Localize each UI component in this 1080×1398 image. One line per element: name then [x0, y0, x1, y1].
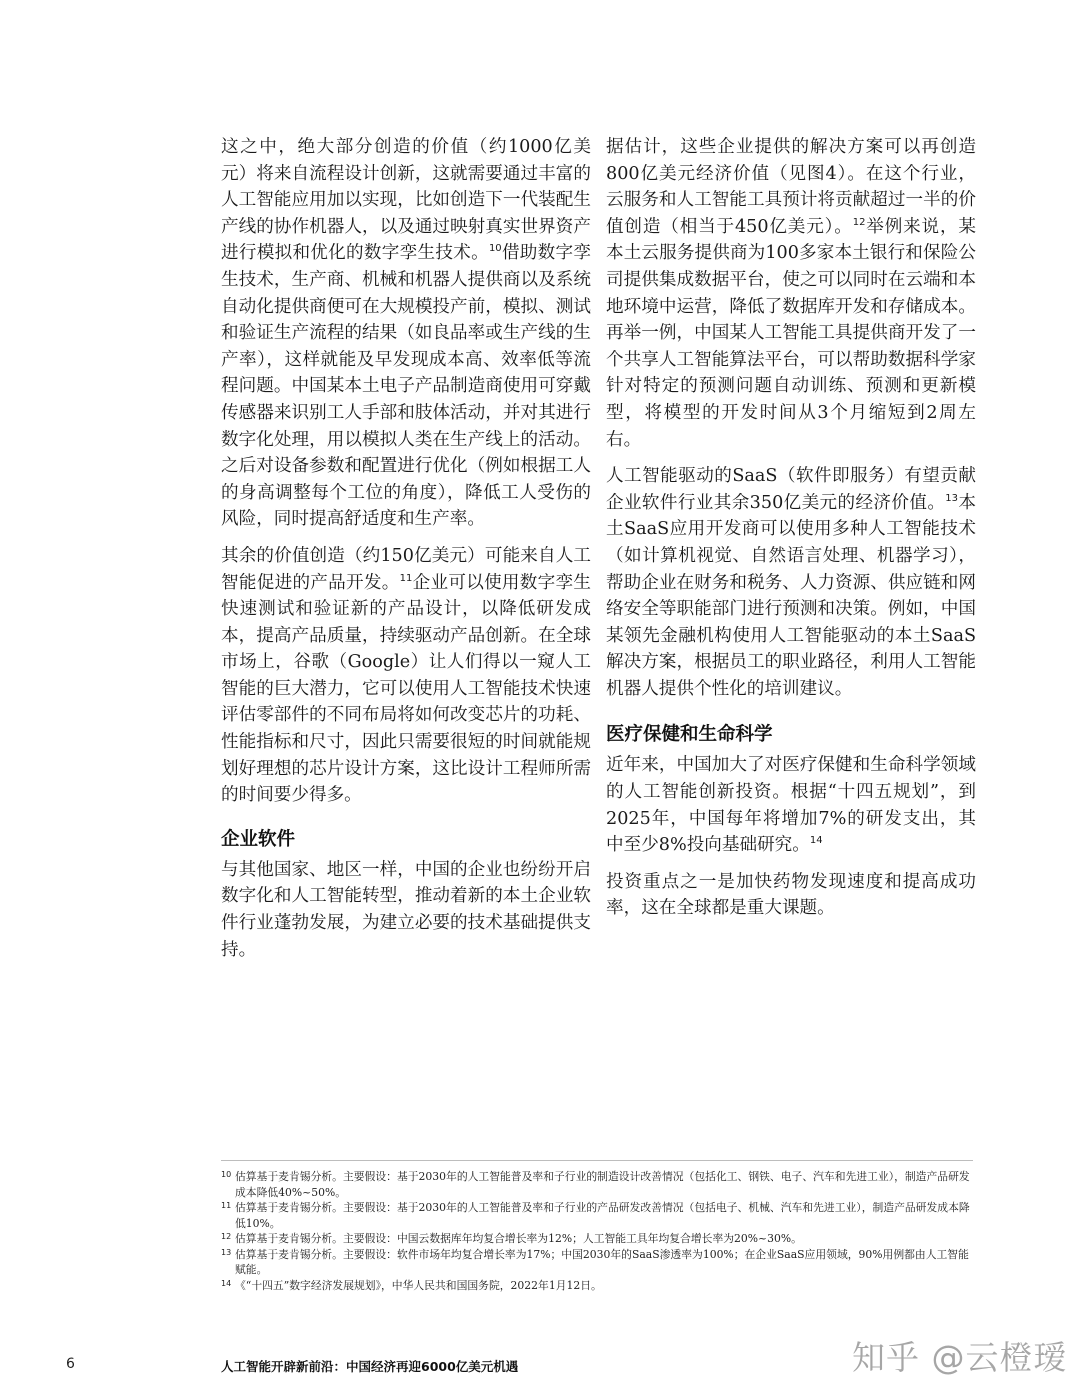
body-paragraph: 近年来，中国加大了对医疗保健和生命科学领域的人工智能创新投资。根据“十四五规划”，到2025年，中国每年将增加7%的研发支出，其中至少8%投向基础研究。$^{14}$ — [606, 755, 976, 856]
page-number: 6 — [66, 1356, 75, 1372]
footnote-ref[interactable]: 10 — [488, 243, 502, 255]
footnote-ref[interactable]: 12 — [852, 216, 866, 228]
body-paragraph: 据估计，这些企业提供的解决方案可以再创造800亿美元经济价值（见图4）。在这个行业，云服务和人工智能工具预计将贡献超过一半的价值创造（相当于450亿美元）。$^{12}$举例来说，某本土云服务提供商为100多家本土银行和保险公司提供集成数据平台，使之可以同时在云端和本地环境中运营，降低了数据库开发和存储成本。再举一例，中国某人工智能工具提供商开发了一个共享人工智能算法平台，可以帮助数据科学家针对特定的预测问题自动训练、预测和更新模型，将模型的开发时间从3个月缩短到2周左右。 — [606, 137, 976, 450]
section-heading: 医疗保健和生命科学 — [606, 724, 773, 746]
footer-title: 人工智能开辟新前沿：中国经济再迎6000亿美元机遇 — [221, 1359, 519, 1374]
footnote-ref[interactable]: 11 — [399, 572, 413, 584]
footnote — [221, 1169, 973, 1200]
footnote-number: 13 — [221, 1247, 232, 1257]
footnote — [221, 1247, 973, 1278]
body-paragraph: 这之中，绝大部分创造的价值（约1000亿美元）将来自流程设计创新，这就需要通过丰富的人工智能应用加以实现，比如创造下一代装配生产线的协作机器人，以及通过映射真实世界资产进行模拟和优化的数字孪生技术。$^{10}$借助数字孪生技术，生产商、机械和机器人提供商以及系统自动化提供商便可在大规模投产前，模拟、测试和验证生产流程的结果（如良品率或生产线的生产率），这样就能及早发现成本高、效率低等流程问题。中国某本土电子产品制造商使用可穿戴传感器来识别工人手部和肢体活动，并对其进行数字化处理，用以模拟人类在生产线上的活动。之后对设备参数和配置进行优化（例如根据工人的身高调整每个工位的角度），降低工人受伤的风险，同时提高舒适度和生产率。 — [221, 137, 591, 530]
right-column — [606, 134, 976, 932]
body-paragraph: 与其他国家、地区一样，中国的企业也纷纷开启数字化和人工智能转型，推动着新的本土企业软件行业蓬勃发展，为建立必要的技术基础提供支持。 — [221, 859, 591, 960]
footnote-text: 估算基于麦肯锡分析。主要假设：基于2030年的人工智能普及率和子行业的产品研发改善情况（包括电子、机械、汽车和先进工业），制造产品研发成本降低10%。 — [235, 1201, 970, 1230]
footnote-text: 估算基于麦肯锡分析。主要假设：中国云数据库年均复合增长率为12%；人工智能工具年均复合增长率为20%~30%。 — [235, 1232, 802, 1245]
watermark: 知乎 @云橙瑷 — [852, 1338, 1068, 1377]
footnote-number: 11 — [221, 1201, 232, 1210]
footnote — [221, 1231, 973, 1247]
footnote-text: 估算基于麦肯锡分析。主要假设：软件市场年均复合增长率为17%；中国2030年的SaaS渗透率为100%；在企业SaaS应用领域，90%用例都由人工智能赋能。 — [235, 1247, 969, 1276]
footnote — [221, 1200, 973, 1231]
body-paragraph: 其余的价值创造（约150亿美元）可能来自人工智能促进的产品开发。$^{11}$企业可以使用数字孪生快速测试和验证新的产品设计，以降低研发成本，提高产品质量，持续驱动产品创新。在全球市场上，谷歌（Google）让人们得以一窥人工智能的巨大潜力，它可以使用人工智能技术快速评估零部件的不同布局将如何改变芯片的功耗、性能指标和尺寸，因此只需要很短的时间就能规划好理想的芯片设计方案，这比设计工程师所需的时间要少得多。 — [221, 545, 591, 806]
left-column — [221, 134, 591, 973]
footnote-text: 《“十四五”数字经济发展规划》，中华人民共和国国务院，2022年1月12日。 — [235, 1278, 602, 1292]
footnotes — [221, 1160, 973, 1293]
footnote-number: 10 — [221, 1170, 232, 1179]
footnote-number: 14 — [221, 1278, 232, 1288]
footnote-ref[interactable]: 14 — [809, 835, 823, 847]
footnote-number: 12 — [221, 1232, 232, 1241]
body-paragraph: 人工智能驱动的SaaS（软件即服务）有望贡献企业软件行业其余350亿美元的经济价值。$^{13}$本土SaaS应用开发商可以使用多种人工智能技术（如计算机视觉、自然语言处理、机器学习），帮助企业在财务和税务、人力资源、供应链和网络安全等职能部门进行预测和决策。例如，中国某领先金融机构使用人工智能驱动的本土SaaS解决方案，根据员工的职业路径，利用人工智能机器人提供个性化的培训建议。 — [606, 466, 976, 699]
footnote-ref[interactable]: 13 — [945, 492, 959, 504]
footnote-text: 估算基于麦肯锡分析。主要假设：基于2030年的人工智能普及率和子行业的制造设计改善情况（包括化工、钢铁、电子、汽车和先进工业），制造产品研发成本降低40%~50%。 — [235, 1170, 970, 1199]
section-heading: 企业软件 — [221, 828, 296, 850]
footnote — [221, 1278, 973, 1294]
body-paragraph: 投资重点之一是加快药物发现速度和提高成功率，这在全球都是重大课题。 — [606, 871, 976, 919]
